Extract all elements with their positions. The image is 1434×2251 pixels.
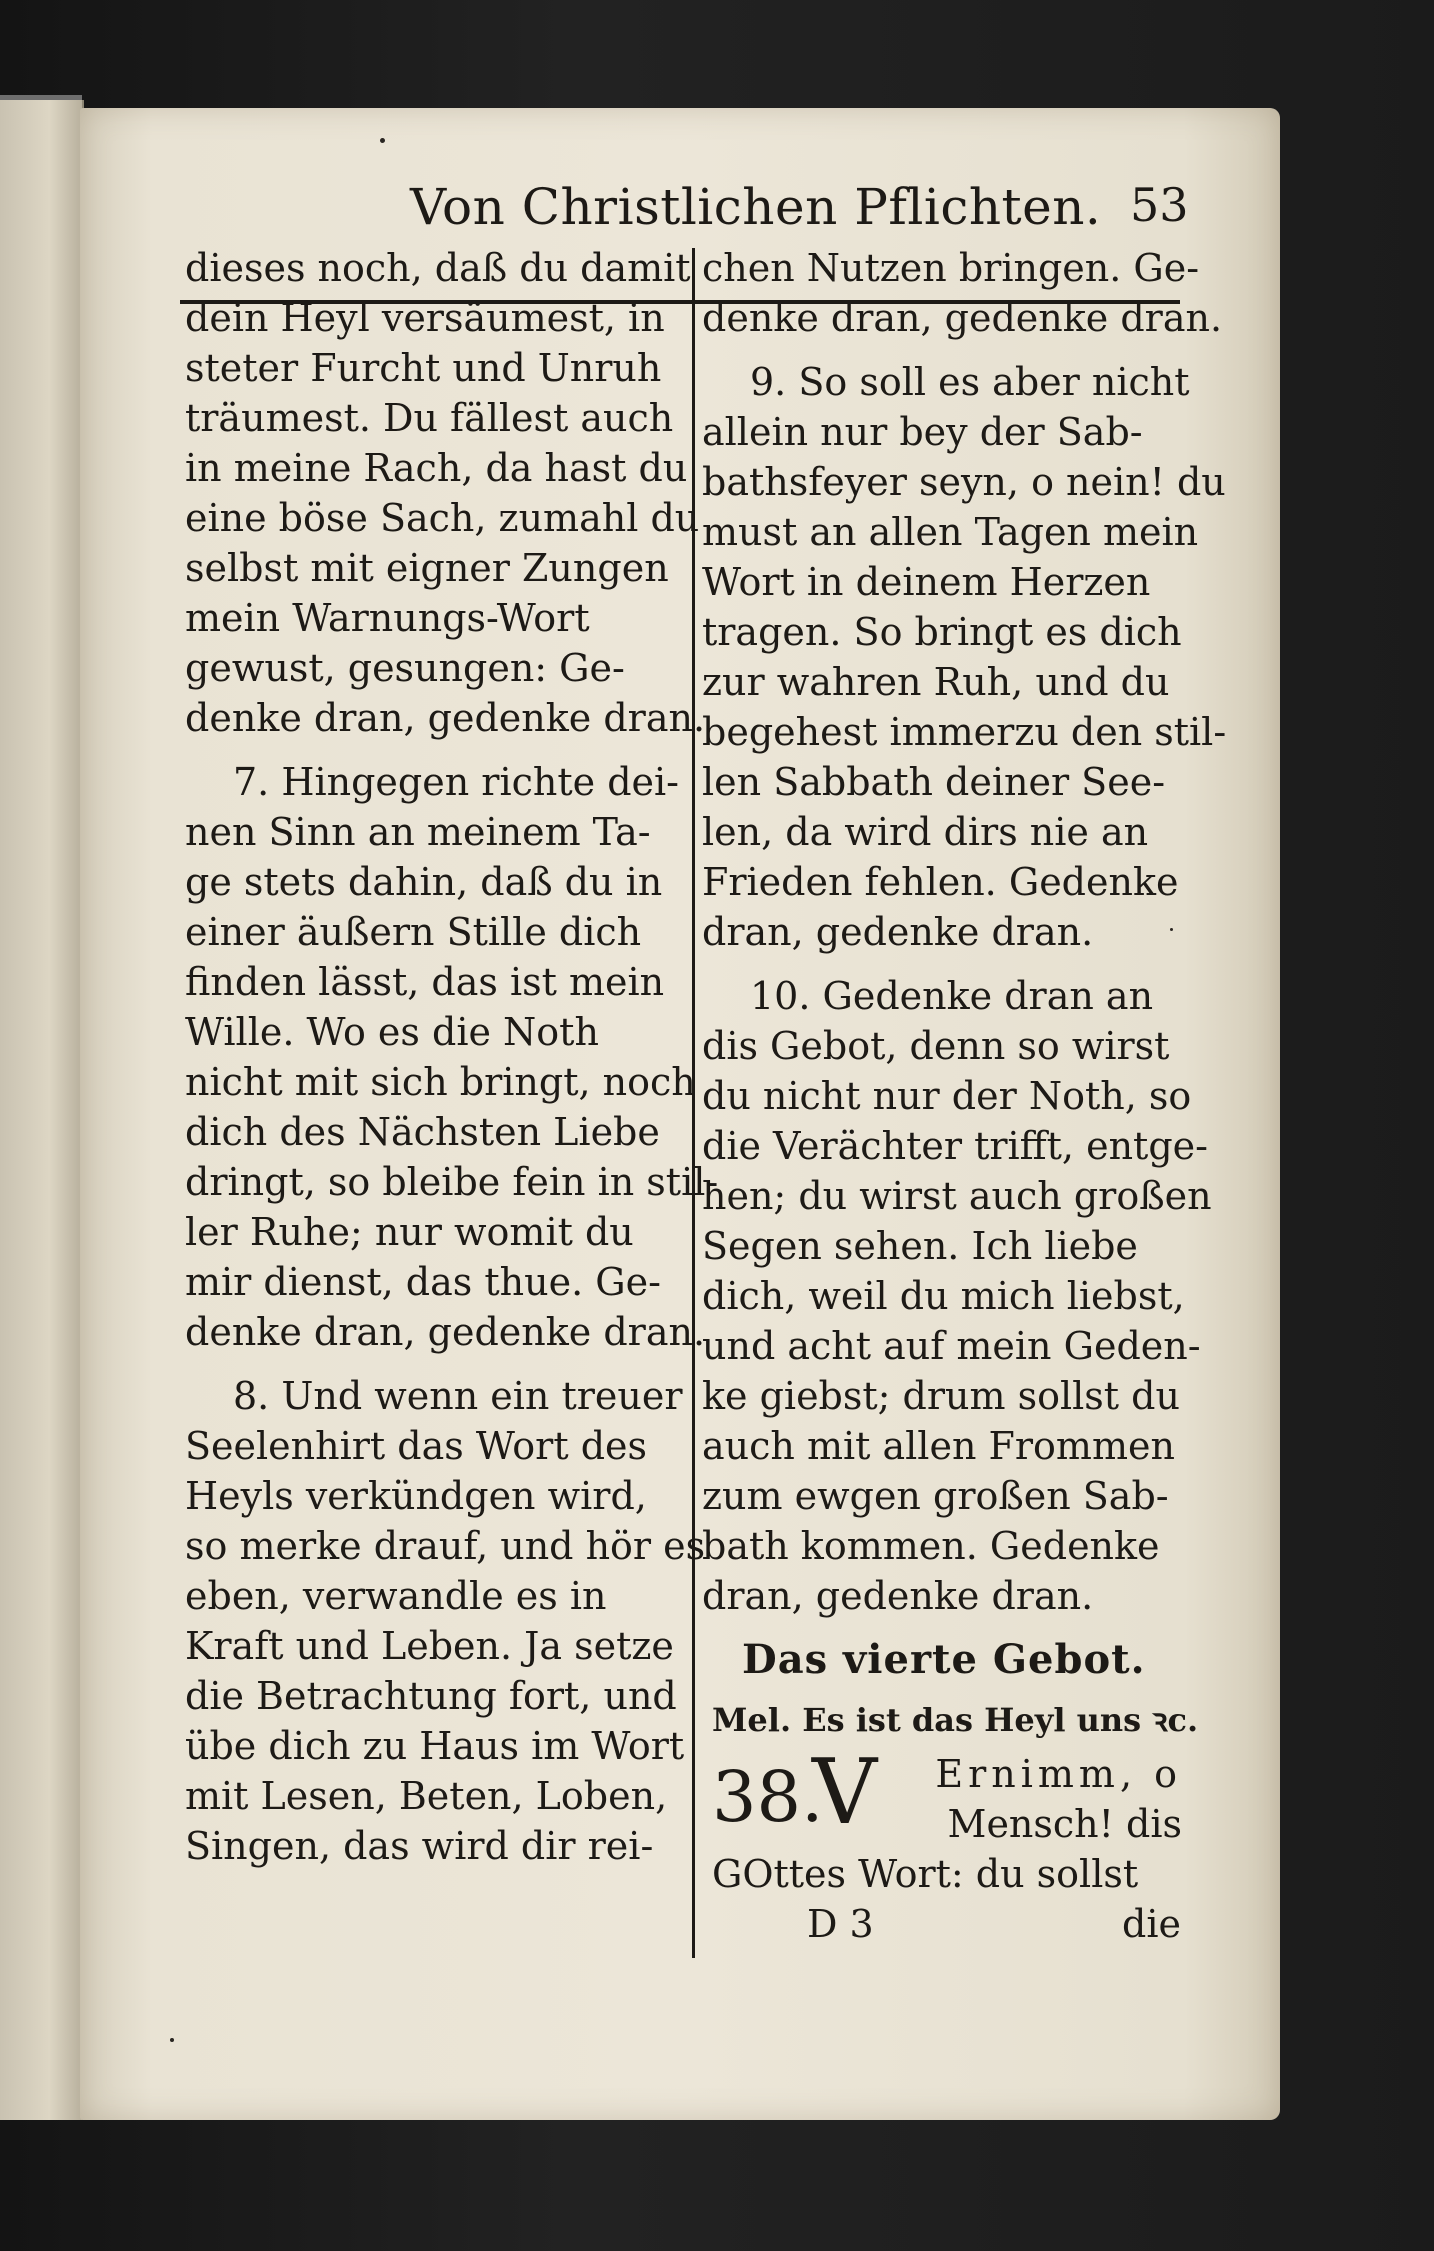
text-line: chen Nutzen bringen. Ge- xyxy=(702,246,1200,290)
drop-capital: V xyxy=(812,1740,877,1845)
signature-mark: D 3 xyxy=(807,1902,874,1946)
text-line: denke dran, gedenke dran. xyxy=(185,1310,706,1354)
text-line: must an allen Tagen mein xyxy=(702,510,1199,554)
text-line: die Verächter trifft, entge- xyxy=(702,1124,1208,1168)
text-line: und acht auf mein Geden- xyxy=(702,1324,1201,1368)
book-page xyxy=(80,108,1280,2120)
text-line: Frieden fehlen. Gedenke xyxy=(702,860,1179,904)
text-line: Segen sehen. Ich liebe xyxy=(702,1224,1138,1268)
text-line: dich, weil du mich liebst, xyxy=(702,1274,1185,1318)
melody-indication: Mel. Es ist das Heyl uns ꝛc. xyxy=(712,1701,1199,1739)
paper-speck xyxy=(170,2038,174,2042)
text-line: zur wahren Ruh, und du xyxy=(702,660,1170,704)
text-line: träumest. Du fällest auch xyxy=(185,396,674,440)
text-line: einer äußern Stille dich xyxy=(185,910,642,954)
hymn-38-opening xyxy=(702,1740,1182,1899)
hymn-line: GOttes Wort: du sollst xyxy=(712,1852,1139,1896)
verse-10-start: 10. Gedenke dran an xyxy=(750,974,1154,1018)
text-line: dran, gedenke dran. xyxy=(702,1574,1094,1618)
text-line: in meine Rach, da hast du xyxy=(185,446,688,490)
paper-speck xyxy=(1170,928,1173,931)
hymn-line: Ernimm, o xyxy=(935,1752,1182,1796)
text-line: übe dich zu Haus im Wort xyxy=(185,1724,685,1768)
text-line: Wille. Wo es die Noth xyxy=(185,1010,599,1054)
text-line: finden lässt, das ist mein xyxy=(185,960,665,1004)
text-line: begehest immerzu den stil- xyxy=(702,710,1227,754)
verse-9-start: 9. So soll es aber nicht xyxy=(750,360,1190,404)
text-line: bathsfeyer seyn, o nein! du xyxy=(702,460,1226,504)
text-line: len Sabbath deiner See- xyxy=(702,760,1166,804)
text-line: steter Furcht und Unruh xyxy=(185,346,662,390)
text-line: dein Heyl versäumest, in xyxy=(185,296,665,340)
text-line: Kraft und Leben. Ja setze xyxy=(185,1624,674,1668)
section-heading: Das vierte Gebot. xyxy=(742,1636,1146,1683)
text-line: dieses noch, daß du damit xyxy=(185,246,691,290)
text-line: denke dran, gedenke dran. xyxy=(702,296,1223,340)
hymn-line: Mensch! dis xyxy=(947,1802,1182,1846)
catchword: die xyxy=(1122,1902,1181,1946)
text-line: nicht mit sich bringt, noch xyxy=(185,1060,696,1104)
text-line: gewust, gesungen: Ge- xyxy=(185,646,625,690)
text-line: dran, gedenke dran. xyxy=(702,910,1094,954)
text-line: ke giebst; drum sollst du xyxy=(702,1374,1180,1418)
text-line: zum ewgen großen Sab- xyxy=(702,1474,1169,1518)
text-line: tragen. So bringt es dich xyxy=(702,610,1182,654)
left-column xyxy=(185,243,719,1871)
text-line: ge stets dahin, daß du in xyxy=(185,860,663,904)
text-line: selbst mit eigner Zungen xyxy=(185,546,669,590)
text-line: mit Lesen, Beten, Loben, xyxy=(185,1774,668,1818)
hymn-number: 38. xyxy=(712,1756,824,1838)
text-line: mein Warnungs-Wort xyxy=(185,596,590,640)
verse-8-start: 8. Und wenn ein treuer xyxy=(233,1374,683,1418)
text-line: ler Ruhe; nur womit du xyxy=(185,1210,634,1254)
text-line: dich des Nächsten Liebe xyxy=(185,1110,660,1154)
text-line: bath kommen. Gedenke xyxy=(702,1524,1160,1568)
text-line: Wort in deinem Herzen xyxy=(702,560,1151,604)
text-line: nen Sinn an meinem Ta- xyxy=(185,810,651,854)
text-line: so merke drauf, und hör es xyxy=(185,1524,706,1568)
verse-7-start: 7. Hingegen richte dei- xyxy=(233,760,679,804)
text-line: eben, verwandle es in xyxy=(185,1574,607,1618)
text-line: auch mit allen Frommen xyxy=(702,1424,1175,1468)
text-line: die Betrachtung fort, und xyxy=(185,1674,677,1718)
text-line: du nicht nur der Noth, so xyxy=(702,1074,1192,1118)
signature-line xyxy=(702,1899,1182,1949)
text-line: allein nur bey der Sab- xyxy=(702,410,1143,454)
text-line: Heyls verkündgen wird, xyxy=(185,1474,647,1518)
text-line: denke dran, gedenke dran. xyxy=(185,696,706,740)
facing-page-edge xyxy=(0,100,84,2120)
text-line: mir dienst, das thue. Ge- xyxy=(185,1260,661,1304)
text-line: dis Gebot, denn so wirst xyxy=(702,1024,1170,1068)
page-number: 53 xyxy=(1130,178,1189,232)
text-line: dringt, so bleibe fein in stil- xyxy=(185,1160,719,1204)
text-line: hen; du wirst auch großen xyxy=(702,1174,1212,1218)
running-head-title: Von Christlichen Pflichten. xyxy=(410,178,1102,236)
text-line: Singen, das wird dir rei- xyxy=(185,1824,654,1868)
running-head xyxy=(80,178,1280,248)
paper-speck xyxy=(380,138,385,143)
text-line: eine böse Sach, zumahl du xyxy=(185,496,700,540)
right-column xyxy=(702,243,1227,1949)
text-line: Seelenhirt das Wort des xyxy=(185,1424,648,1468)
text-line: len, da wird dirs nie an xyxy=(702,810,1149,854)
